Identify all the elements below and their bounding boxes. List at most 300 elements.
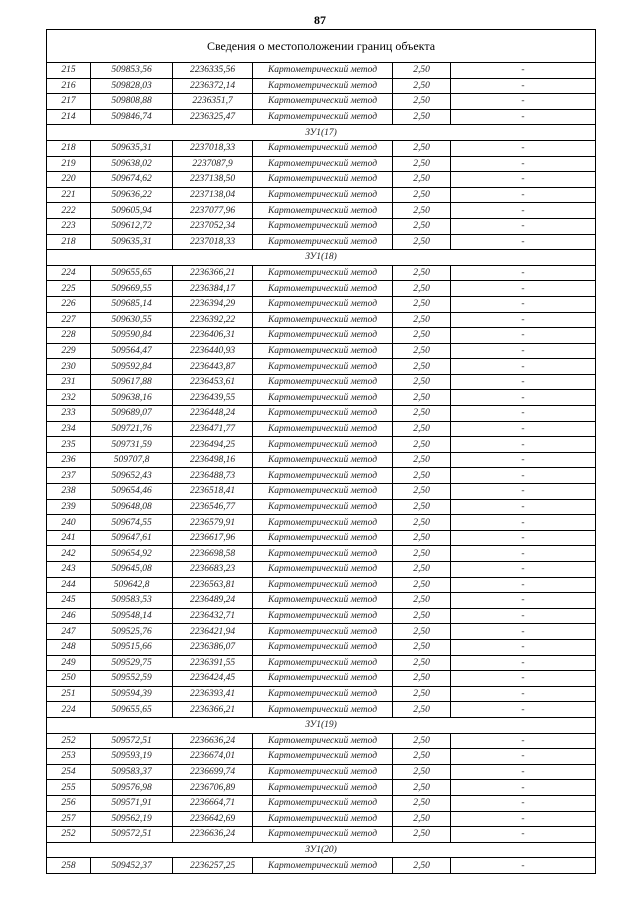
point-number-cell: 224	[47, 265, 91, 281]
accuracy-cell: 2,50	[393, 78, 451, 94]
y-coordinate-cell: 2236439,55	[173, 390, 253, 406]
accuracy-cell: 2,50	[393, 374, 451, 390]
x-coordinate-cell: 509647,61	[91, 530, 173, 546]
table-row	[47, 593, 596, 609]
point-number-cell: 230	[47, 359, 91, 375]
y-coordinate-cell: 2236706,89	[173, 780, 253, 796]
description-cell: -	[451, 172, 596, 188]
accuracy-cell: 2,50	[393, 827, 451, 843]
description-cell: -	[451, 655, 596, 671]
accuracy-cell: 2,50	[393, 203, 451, 219]
x-coordinate-cell: 509590,84	[91, 328, 173, 344]
method-cell: Картометрический метод	[253, 702, 393, 718]
accuracy-cell: 2,50	[393, 328, 451, 344]
method-cell: Картометрический метод	[253, 811, 393, 827]
y-coordinate-cell: 2236335,56	[173, 63, 253, 79]
description-cell: -	[451, 374, 596, 390]
point-number-cell: 247	[47, 624, 91, 640]
y-coordinate-cell: 2236424,45	[173, 671, 253, 687]
section-header-row	[47, 842, 596, 858]
method-cell: Картометрический метод	[253, 328, 393, 344]
y-coordinate-cell: 2237087,9	[173, 156, 253, 172]
description-cell: -	[451, 671, 596, 687]
x-coordinate-cell: 509645,08	[91, 562, 173, 578]
x-coordinate-cell: 509853,56	[91, 63, 173, 79]
description-cell: -	[451, 546, 596, 562]
table-row	[47, 795, 596, 811]
accuracy-cell: 2,50	[393, 343, 451, 359]
description-cell: -	[451, 515, 596, 531]
method-cell: Картометрический метод	[253, 655, 393, 671]
accuracy-cell: 2,50	[393, 140, 451, 156]
table-row	[47, 655, 596, 671]
x-coordinate-cell: 509642,8	[91, 577, 173, 593]
y-coordinate-cell: 2236518,41	[173, 484, 253, 500]
section-title: ЗУ1(19)	[47, 717, 596, 733]
table-row	[47, 140, 596, 156]
y-coordinate-cell: 2236636,24	[173, 827, 253, 843]
y-coordinate-cell: 2236366,21	[173, 265, 253, 281]
table-row	[47, 406, 596, 422]
accuracy-cell: 2,50	[393, 187, 451, 203]
x-coordinate-cell: 509638,16	[91, 390, 173, 406]
point-number-cell: 250	[47, 671, 91, 687]
description-cell: -	[451, 140, 596, 156]
point-number-cell: 251	[47, 686, 91, 702]
description-cell: -	[451, 343, 596, 359]
accuracy-cell: 2,50	[393, 749, 451, 765]
description-cell: -	[451, 203, 596, 219]
description-cell: -	[451, 296, 596, 312]
method-cell: Картометрический метод	[253, 172, 393, 188]
description-cell: -	[451, 359, 596, 375]
table-row	[47, 265, 596, 281]
point-number-cell: 218	[47, 234, 91, 250]
table-row	[47, 546, 596, 562]
accuracy-cell: 2,50	[393, 499, 451, 515]
x-coordinate-cell: 509654,92	[91, 546, 173, 562]
section-header-row	[47, 125, 596, 141]
method-cell: Картометрический метод	[253, 795, 393, 811]
x-coordinate-cell: 509617,88	[91, 374, 173, 390]
description-cell: -	[451, 234, 596, 250]
table-row	[47, 172, 596, 188]
point-number-cell: 237	[47, 468, 91, 484]
table-row	[47, 63, 596, 79]
table-row	[47, 94, 596, 110]
accuracy-cell: 2,50	[393, 156, 451, 172]
description-cell: -	[451, 686, 596, 702]
description-cell: -	[451, 421, 596, 437]
point-number-cell: 235	[47, 437, 91, 453]
method-cell: Картометрический метод	[253, 671, 393, 687]
method-cell: Картометрический метод	[253, 78, 393, 94]
description-cell: -	[451, 593, 596, 609]
y-coordinate-cell: 2236642,69	[173, 811, 253, 827]
x-coordinate-cell: 509635,31	[91, 234, 173, 250]
method-cell: Картометрический метод	[253, 406, 393, 422]
x-coordinate-cell: 509564,47	[91, 343, 173, 359]
description-cell: -	[451, 811, 596, 827]
x-coordinate-cell: 509635,31	[91, 140, 173, 156]
accuracy-cell: 2,50	[393, 639, 451, 655]
table-row	[47, 686, 596, 702]
point-number-cell: 225	[47, 281, 91, 297]
x-coordinate-cell: 509525,76	[91, 624, 173, 640]
y-coordinate-cell: 2236384,17	[173, 281, 253, 297]
point-number-cell: 221	[47, 187, 91, 203]
method-cell: Картометрический метод	[253, 827, 393, 843]
table-row	[47, 328, 596, 344]
table-row	[47, 530, 596, 546]
accuracy-cell: 2,50	[393, 562, 451, 578]
table-row	[47, 109, 596, 125]
point-number-cell: 215	[47, 63, 91, 79]
accuracy-cell: 2,50	[393, 546, 451, 562]
description-cell: -	[451, 562, 596, 578]
point-number-cell: 232	[47, 390, 91, 406]
point-number-cell: 243	[47, 562, 91, 578]
table-row	[47, 702, 596, 718]
point-number-cell: 233	[47, 406, 91, 422]
y-coordinate-cell: 2236563,81	[173, 577, 253, 593]
y-coordinate-cell: 2236546,77	[173, 499, 253, 515]
y-coordinate-cell: 2236471,77	[173, 421, 253, 437]
accuracy-cell: 2,50	[393, 671, 451, 687]
y-coordinate-cell: 2236674,01	[173, 749, 253, 765]
method-cell: Картометрический метод	[253, 608, 393, 624]
description-cell: -	[451, 94, 596, 110]
x-coordinate-cell: 509515,66	[91, 639, 173, 655]
method-cell: Картометрический метод	[253, 858, 393, 874]
x-coordinate-cell: 509655,65	[91, 702, 173, 718]
table-row	[47, 343, 596, 359]
method-cell: Картометрический метод	[253, 187, 393, 203]
description-cell: -	[451, 484, 596, 500]
x-coordinate-cell: 509529,75	[91, 655, 173, 671]
table-row	[47, 515, 596, 531]
method-cell: Картометрический метод	[253, 764, 393, 780]
x-coordinate-cell: 509707,8	[91, 452, 173, 468]
y-coordinate-cell: 2236489,24	[173, 593, 253, 609]
accuracy-cell: 2,50	[393, 608, 451, 624]
point-number-cell: 244	[47, 577, 91, 593]
accuracy-cell: 2,50	[393, 764, 451, 780]
table-row	[47, 780, 596, 796]
table-row	[47, 421, 596, 437]
x-coordinate-cell: 509572,51	[91, 733, 173, 749]
x-coordinate-cell: 509605,94	[91, 203, 173, 219]
page-number: 87	[314, 13, 326, 27]
x-coordinate-cell: 509689,07	[91, 406, 173, 422]
method-cell: Картометрический метод	[253, 530, 393, 546]
point-number-cell: 249	[47, 655, 91, 671]
table-caption-row	[47, 30, 596, 63]
description-cell: -	[451, 795, 596, 811]
method-cell: Картометрический метод	[253, 390, 393, 406]
accuracy-cell: 2,50	[393, 359, 451, 375]
table-row	[47, 811, 596, 827]
accuracy-cell: 2,50	[393, 468, 451, 484]
x-coordinate-cell: 509594,39	[91, 686, 173, 702]
description-cell: -	[451, 187, 596, 203]
x-coordinate-cell: 509571,91	[91, 795, 173, 811]
section-header-row	[47, 717, 596, 733]
point-number-cell: 245	[47, 593, 91, 609]
x-coordinate-cell: 509846,74	[91, 109, 173, 125]
y-coordinate-cell: 2236636,24	[173, 733, 253, 749]
point-number-cell: 257	[47, 811, 91, 827]
accuracy-cell: 2,50	[393, 530, 451, 546]
table-row	[47, 671, 596, 687]
point-number-cell: 228	[47, 328, 91, 344]
table-row	[47, 312, 596, 328]
y-coordinate-cell: 2237077,96	[173, 203, 253, 219]
description-cell: -	[451, 530, 596, 546]
method-cell: Картометрический метод	[253, 593, 393, 609]
accuracy-cell: 2,50	[393, 390, 451, 406]
y-coordinate-cell: 2236494,25	[173, 437, 253, 453]
x-coordinate-cell: 509674,62	[91, 172, 173, 188]
method-cell: Картометрический метод	[253, 780, 393, 796]
point-number-cell: 254	[47, 764, 91, 780]
method-cell: Картометрический метод	[253, 546, 393, 562]
y-coordinate-cell: 2237018,33	[173, 140, 253, 156]
y-coordinate-cell: 2236432,71	[173, 608, 253, 624]
point-number-cell: 236	[47, 452, 91, 468]
section-title: ЗУ1(17)	[47, 125, 596, 141]
method-cell: Картометрический метод	[253, 484, 393, 500]
y-coordinate-cell: 2236488,73	[173, 468, 253, 484]
description-cell: -	[451, 702, 596, 718]
y-coordinate-cell: 2236698,58	[173, 546, 253, 562]
description-cell: -	[451, 452, 596, 468]
y-coordinate-cell: 2236421,94	[173, 624, 253, 640]
accuracy-cell: 2,50	[393, 702, 451, 718]
x-coordinate-cell: 509685,14	[91, 296, 173, 312]
x-coordinate-cell: 509548,14	[91, 608, 173, 624]
point-number-cell: 231	[47, 374, 91, 390]
y-coordinate-cell: 2236351,7	[173, 94, 253, 110]
method-cell: Картометрический метод	[253, 733, 393, 749]
table-row	[47, 624, 596, 640]
y-coordinate-cell: 2237052,34	[173, 218, 253, 234]
description-cell: -	[451, 764, 596, 780]
y-coordinate-cell: 2236498,16	[173, 452, 253, 468]
accuracy-cell: 2,50	[393, 655, 451, 671]
y-coordinate-cell: 2236683,23	[173, 562, 253, 578]
accuracy-cell: 2,50	[393, 858, 451, 874]
point-number-cell: 214	[47, 109, 91, 125]
point-number-cell: 258	[47, 858, 91, 874]
table-row	[47, 858, 596, 874]
method-cell: Картометрический метод	[253, 499, 393, 515]
y-coordinate-cell: 2236664,71	[173, 795, 253, 811]
table-caption: Сведения о местоположении границ объекта	[47, 30, 596, 63]
method-cell: Картометрический метод	[253, 281, 393, 297]
table-row	[47, 484, 596, 500]
x-coordinate-cell: 509731,59	[91, 437, 173, 453]
method-cell: Картометрический метод	[253, 468, 393, 484]
x-coordinate-cell: 509583,53	[91, 593, 173, 609]
description-cell: -	[451, 733, 596, 749]
point-number-cell: 222	[47, 203, 91, 219]
description-cell: -	[451, 468, 596, 484]
table-row	[47, 78, 596, 94]
description-cell: -	[451, 827, 596, 843]
description-cell: -	[451, 639, 596, 655]
table-row	[47, 234, 596, 250]
accuracy-cell: 2,50	[393, 437, 451, 453]
x-coordinate-cell: 509638,02	[91, 156, 173, 172]
description-cell: -	[451, 608, 596, 624]
accuracy-cell: 2,50	[393, 281, 451, 297]
accuracy-cell: 2,50	[393, 577, 451, 593]
description-cell: -	[451, 390, 596, 406]
accuracy-cell: 2,50	[393, 593, 451, 609]
point-number-cell: 242	[47, 546, 91, 562]
x-coordinate-cell: 509808,88	[91, 94, 173, 110]
table-row	[47, 203, 596, 219]
method-cell: Картометрический метод	[253, 203, 393, 219]
table-row	[47, 452, 596, 468]
x-coordinate-cell: 509592,84	[91, 359, 173, 375]
accuracy-cell: 2,50	[393, 624, 451, 640]
point-number-cell: 252	[47, 733, 91, 749]
point-number-cell: 219	[47, 156, 91, 172]
method-cell: Картометрический метод	[253, 140, 393, 156]
point-number-cell: 223	[47, 218, 91, 234]
description-cell: -	[451, 624, 596, 640]
method-cell: Картометрический метод	[253, 374, 393, 390]
method-cell: Картометрический метод	[253, 639, 393, 655]
method-cell: Картометрический метод	[253, 624, 393, 640]
description-cell: -	[451, 406, 596, 422]
accuracy-cell: 2,50	[393, 733, 451, 749]
point-number-cell: 216	[47, 78, 91, 94]
point-number-cell: 227	[47, 312, 91, 328]
y-coordinate-cell: 2236366,21	[173, 702, 253, 718]
method-cell: Картометрический метод	[253, 63, 393, 79]
x-coordinate-cell: 509452,37	[91, 858, 173, 874]
description-cell: -	[451, 78, 596, 94]
point-number-cell: 229	[47, 343, 91, 359]
point-number-cell: 248	[47, 639, 91, 655]
point-number-cell: 238	[47, 484, 91, 500]
point-number-cell: 217	[47, 94, 91, 110]
x-coordinate-cell: 509593,19	[91, 749, 173, 765]
accuracy-cell: 2,50	[393, 780, 451, 796]
y-coordinate-cell: 2236617,96	[173, 530, 253, 546]
description-cell: -	[451, 499, 596, 515]
y-coordinate-cell: 2236372,14	[173, 78, 253, 94]
x-coordinate-cell: 509674,55	[91, 515, 173, 531]
y-coordinate-cell: 2236257,25	[173, 858, 253, 874]
description-cell: -	[451, 156, 596, 172]
table-row	[47, 296, 596, 312]
point-number-cell: 239	[47, 499, 91, 515]
y-coordinate-cell: 2237018,33	[173, 234, 253, 250]
y-coordinate-cell: 2236440,93	[173, 343, 253, 359]
table-row	[47, 359, 596, 375]
method-cell: Картометрический метод	[253, 359, 393, 375]
x-coordinate-cell: 509655,65	[91, 265, 173, 281]
x-coordinate-cell: 509552,59	[91, 671, 173, 687]
method-cell: Картометрический метод	[253, 452, 393, 468]
method-cell: Картометрический метод	[253, 577, 393, 593]
table-row	[47, 733, 596, 749]
table-row	[47, 437, 596, 453]
y-coordinate-cell: 2236394,29	[173, 296, 253, 312]
point-number-cell: 220	[47, 172, 91, 188]
description-cell: -	[451, 265, 596, 281]
method-cell: Картометрический метод	[253, 421, 393, 437]
method-cell: Картометрический метод	[253, 749, 393, 765]
method-cell: Картометрический метод	[253, 265, 393, 281]
description-cell: -	[451, 858, 596, 874]
table-row	[47, 374, 596, 390]
y-coordinate-cell: 2236392,22	[173, 312, 253, 328]
description-cell: -	[451, 780, 596, 796]
method-cell: Картометрический метод	[253, 515, 393, 531]
table-row	[47, 390, 596, 406]
table-row	[47, 577, 596, 593]
accuracy-cell: 2,50	[393, 421, 451, 437]
method-cell: Картометрический метод	[253, 296, 393, 312]
x-coordinate-cell: 509652,43	[91, 468, 173, 484]
point-number-cell: 253	[47, 749, 91, 765]
point-number-cell: 224	[47, 702, 91, 718]
x-coordinate-cell: 509562,19	[91, 811, 173, 827]
table-row	[47, 218, 596, 234]
accuracy-cell: 2,50	[393, 312, 451, 328]
table-row	[47, 499, 596, 515]
x-coordinate-cell: 509648,08	[91, 499, 173, 515]
description-cell: -	[451, 218, 596, 234]
method-cell: Картометрический метод	[253, 343, 393, 359]
accuracy-cell: 2,50	[393, 795, 451, 811]
accuracy-cell: 2,50	[393, 484, 451, 500]
accuracy-cell: 2,50	[393, 63, 451, 79]
table-row	[47, 639, 596, 655]
x-coordinate-cell: 509630,55	[91, 312, 173, 328]
accuracy-cell: 2,50	[393, 296, 451, 312]
description-cell: -	[451, 63, 596, 79]
description-cell: -	[451, 281, 596, 297]
boundary-table	[46, 29, 596, 874]
y-coordinate-cell: 2236448,24	[173, 406, 253, 422]
point-number-cell: 246	[47, 608, 91, 624]
method-cell: Картометрический метод	[253, 156, 393, 172]
y-coordinate-cell: 2236443,87	[173, 359, 253, 375]
method-cell: Картометрический метод	[253, 562, 393, 578]
accuracy-cell: 2,50	[393, 234, 451, 250]
point-number-cell: 234	[47, 421, 91, 437]
accuracy-cell: 2,50	[393, 94, 451, 110]
description-cell: -	[451, 437, 596, 453]
method-cell: Картометрический метод	[253, 234, 393, 250]
point-number-cell: 255	[47, 780, 91, 796]
section-title: ЗУ1(18)	[47, 250, 596, 266]
y-coordinate-cell: 2236393,41	[173, 686, 253, 702]
point-number-cell: 252	[47, 827, 91, 843]
section-header-row	[47, 250, 596, 266]
section-title: ЗУ1(20)	[47, 842, 596, 858]
point-number-cell: 256	[47, 795, 91, 811]
table-row	[47, 156, 596, 172]
description-cell: -	[451, 577, 596, 593]
accuracy-cell: 2,50	[393, 265, 451, 281]
